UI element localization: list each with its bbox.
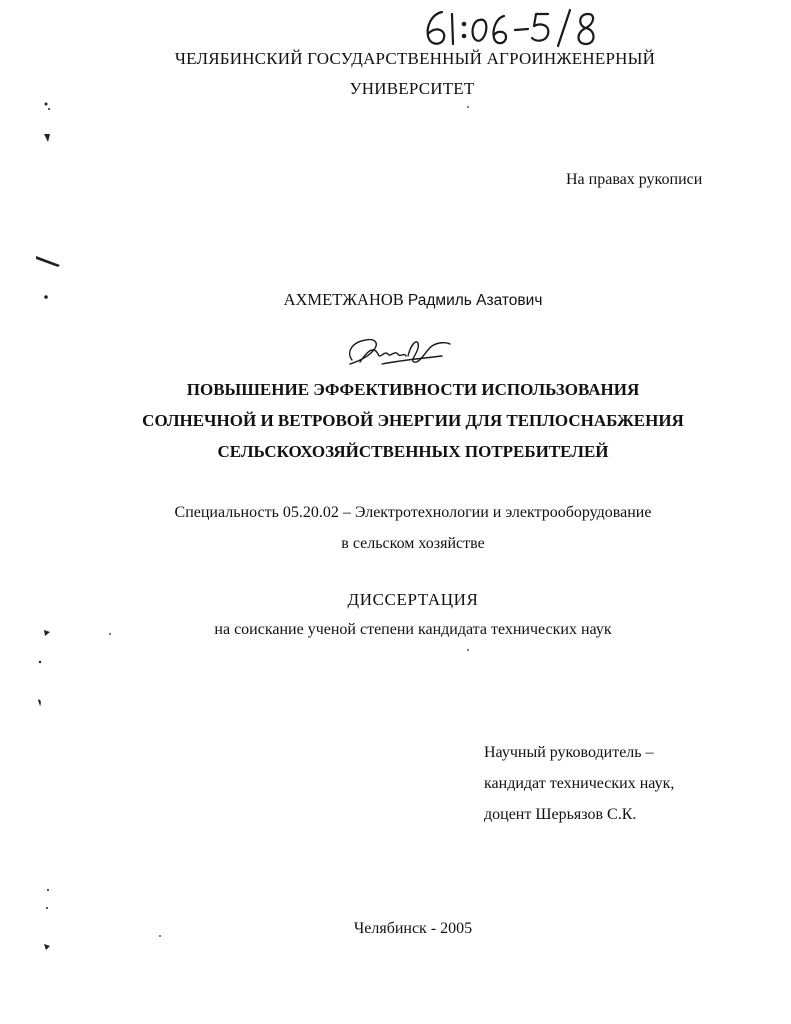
manuscript-rights-note: На правах рукописи bbox=[566, 171, 703, 188]
university-name-line2: УНИВЕРСИТЕТ bbox=[349, 79, 475, 98]
scientific-advisor-block bbox=[484, 737, 674, 830]
author-given-names: Радмиль Азатович bbox=[407, 292, 543, 309]
title-line-2: СОЛНЕЧНОЙ И ВЕТРОВОЙ ЭНЕРГИИ ДЛЯ ТЕПЛОСНАБЖЕНИЯ bbox=[142, 411, 684, 430]
specialty-line-2: в сельском хозяйстве bbox=[341, 535, 485, 552]
author-surname: АХМЕТЖАНОВ bbox=[283, 290, 404, 309]
advisor-line-2: кандидат технических наук, bbox=[484, 775, 675, 792]
dissertation-title bbox=[0, 374, 791, 467]
specialty-line-1: Специальность 05.20.02 – Электротехнологии и электрооборудование bbox=[174, 504, 652, 521]
dissertation-heading: ДИССЕРТАЦИЯ bbox=[347, 590, 479, 609]
city-year: Челябинск - 2005 bbox=[353, 920, 473, 937]
university-name-line1: ЧЕЛЯБИНСКИЙ ГОСУДАРСТВЕННЫЙ АГРОИНЖЕНЕРНЫЙ bbox=[174, 49, 656, 68]
specialty-block bbox=[0, 497, 791, 559]
advisor-line-3: доцент Шерьязов С.К. bbox=[484, 806, 637, 823]
advisor-line-1: Научный руководитель – bbox=[484, 744, 654, 761]
title-line-3: СЕЛЬСКОХОЗЯЙСТВЕННЫХ ПОТРЕБИТЕЛЕЙ bbox=[217, 442, 609, 461]
dissertation-subheading: на соискание ученой степени кандидата технических наук bbox=[214, 621, 612, 638]
author-name bbox=[0, 288, 791, 313]
title-line-1: ПОВЫШЕНИЕ ЭФФЕКТИВНОСТИ ИСПОЛЬЗОВАНИЯ bbox=[186, 380, 640, 399]
author-signature bbox=[342, 330, 454, 374]
